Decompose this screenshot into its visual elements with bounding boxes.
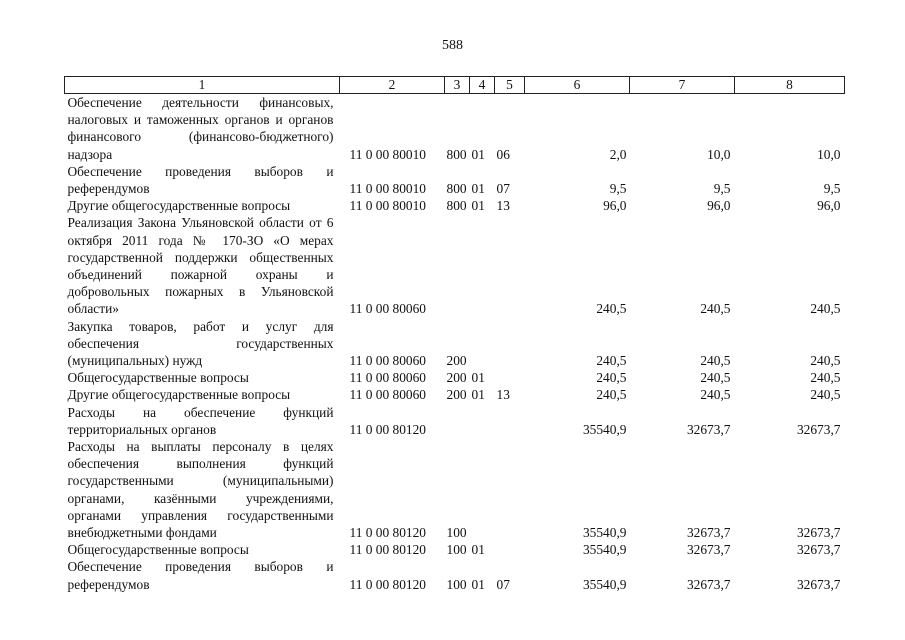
row-rz [470, 318, 495, 370]
row-name: Другие общегосударственные вопросы [67, 198, 291, 214]
table-row [65, 558, 845, 592]
row-name: Общегосударственные вопросы [67, 370, 249, 386]
table-row [65, 197, 845, 214]
row-csr: 11 0 00 80120 [349, 525, 426, 541]
row-pr [495, 369, 525, 386]
header-cell-4: 4 [470, 77, 495, 94]
row-csr: 11 0 00 80010 [349, 198, 426, 214]
table-row [65, 214, 845, 317]
row-value-7: 240,5 [700, 301, 731, 317]
table-row [65, 404, 845, 438]
row-csr: 11 0 00 80120 [349, 576, 426, 592]
row-name: Обеспечение проведения выборов и референдумов [67, 559, 334, 592]
row-csr: 11 0 00 80060 [349, 370, 426, 386]
row-value-6: 240,5 [596, 387, 627, 403]
row-csr: 11 0 00 80010 [349, 146, 426, 162]
row-pr: 07 [496, 181, 510, 197]
row-pr [495, 318, 525, 370]
table-row [65, 163, 845, 197]
row-vr [445, 214, 470, 317]
row-vr [445, 404, 470, 438]
row-pr [495, 214, 525, 317]
row-csr: 11 0 00 80060 [349, 301, 426, 317]
budget-table [64, 76, 845, 593]
header-cell-7: 7 [630, 77, 735, 94]
row-pr [495, 541, 525, 558]
row-value-8: 240,5 [810, 353, 841, 369]
row-name: Обеспечение деятельности финансовых, налоговых и таможенных органов и органов финансового (финансово-бюджетного) надзора [67, 95, 334, 162]
row-rz: 01 [471, 181, 485, 197]
table-row [65, 386, 845, 403]
page-number: 588 [442, 38, 463, 53]
header-cell-6: 6 [525, 77, 630, 94]
row-rz: 01 [471, 576, 485, 592]
row-vr: 200 [446, 387, 467, 403]
header-cell-2: 2 [340, 77, 445, 94]
row-value-6: 9,5 [609, 181, 627, 197]
row-value-8: 240,5 [810, 370, 841, 386]
row-name: Обеспечение проведения выборов и референдумов [67, 163, 334, 197]
row-value-8: 9,5 [823, 181, 841, 197]
row-value-7: 32673,7 [686, 576, 731, 592]
row-value-7: 32673,7 [686, 525, 731, 541]
row-value-6: 35540,9 [582, 421, 627, 437]
row-csr: 11 0 00 80060 [349, 387, 426, 403]
row-csr: 11 0 00 80060 [349, 353, 426, 369]
table-row [65, 369, 845, 386]
row-value-6: 96,0 [603, 198, 627, 214]
row-vr: 100 [446, 525, 467, 541]
row-value-7: 32673,7 [686, 542, 731, 558]
row-value-7: 96,0 [707, 198, 731, 214]
table-row [65, 94, 845, 163]
row-rz [470, 404, 495, 438]
table-row [65, 541, 845, 558]
row-value-6: 240,5 [596, 370, 627, 386]
row-value-6: 2,0 [609, 146, 627, 162]
header-cell-1: 1 [65, 77, 340, 94]
row-value-7: 240,5 [700, 387, 731, 403]
row-vr: 200 [446, 370, 467, 386]
header-cell-5: 5 [495, 77, 525, 94]
row-pr: 13 [496, 198, 510, 214]
row-value-7: 32673,7 [686, 421, 731, 437]
row-csr: 11 0 00 80010 [349, 181, 426, 197]
row-value-7: 240,5 [700, 370, 731, 386]
row-value-6: 240,5 [596, 301, 627, 317]
row-value-8: 32673,7 [796, 576, 841, 592]
row-name: Общегосударственные вопросы [67, 542, 249, 558]
row-vr: 800 [446, 146, 467, 162]
row-vr: 100 [446, 576, 467, 592]
row-value-8: 32673,7 [796, 525, 841, 541]
row-pr [495, 438, 525, 541]
row-name: Другие общегосударственные вопросы [67, 387, 291, 403]
row-csr: 11 0 00 80120 [349, 542, 426, 558]
header-cell-3: 3 [445, 77, 470, 94]
row-value-7: 10,0 [707, 146, 731, 162]
row-pr: 06 [496, 146, 510, 162]
row-value-6: 35540,9 [582, 542, 627, 558]
table-header [65, 77, 845, 94]
header-row [65, 77, 845, 94]
row-vr: 800 [446, 198, 467, 214]
row-value-8: 240,5 [810, 387, 841, 403]
row-value-7: 9,5 [713, 181, 731, 197]
row-name: Расходы на выплаты персоналу в целях обеспечения выполнения функций государственными (муниципальными) органами, казёнными учреждениями, органами управления государственными внебюджетными фондами [67, 439, 334, 541]
row-rz: 01 [471, 542, 485, 558]
table-body [65, 94, 845, 593]
row-vr: 800 [446, 181, 467, 197]
table-row [65, 318, 845, 370]
header-cell-8: 8 [735, 77, 845, 94]
row-rz [470, 214, 495, 317]
row-value-8: 32673,7 [796, 421, 841, 437]
row-name: Реализация Закона Ульяновской области от 6 октября 2011 года № 170-ЗО «О мерах государственной поддержки общественных объединений пожарной охраны и добровольных пожарных в Ульяновской области» [67, 215, 334, 317]
row-value-8: 240,5 [810, 301, 841, 317]
row-rz: 01 [471, 198, 485, 214]
row-rz [470, 438, 495, 541]
row-vr: 200 [446, 353, 467, 369]
row-value-8: 96,0 [817, 198, 841, 214]
row-name: Закупка товаров, работ и услуг для обеспечения государственных (муниципальных) нужд [67, 318, 334, 369]
table-row [65, 438, 845, 541]
row-rz: 01 [471, 387, 485, 403]
row-value-6: 35540,9 [582, 525, 627, 541]
row-value-8: 10,0 [817, 146, 841, 162]
row-vr: 100 [446, 542, 467, 558]
row-value-6: 35540,9 [582, 576, 627, 592]
row-pr: 07 [496, 576, 510, 592]
row-value-6: 240,5 [596, 353, 627, 369]
row-value-8: 32673,7 [796, 542, 841, 558]
row-rz: 01 [471, 146, 485, 162]
row-pr [495, 404, 525, 438]
row-value-7: 240,5 [700, 353, 731, 369]
row-csr: 11 0 00 80120 [349, 421, 426, 437]
row-name: Расходы на обеспечение функций территориальных органов [67, 404, 334, 437]
row-rz: 01 [471, 370, 485, 386]
row-pr: 13 [496, 387, 510, 403]
